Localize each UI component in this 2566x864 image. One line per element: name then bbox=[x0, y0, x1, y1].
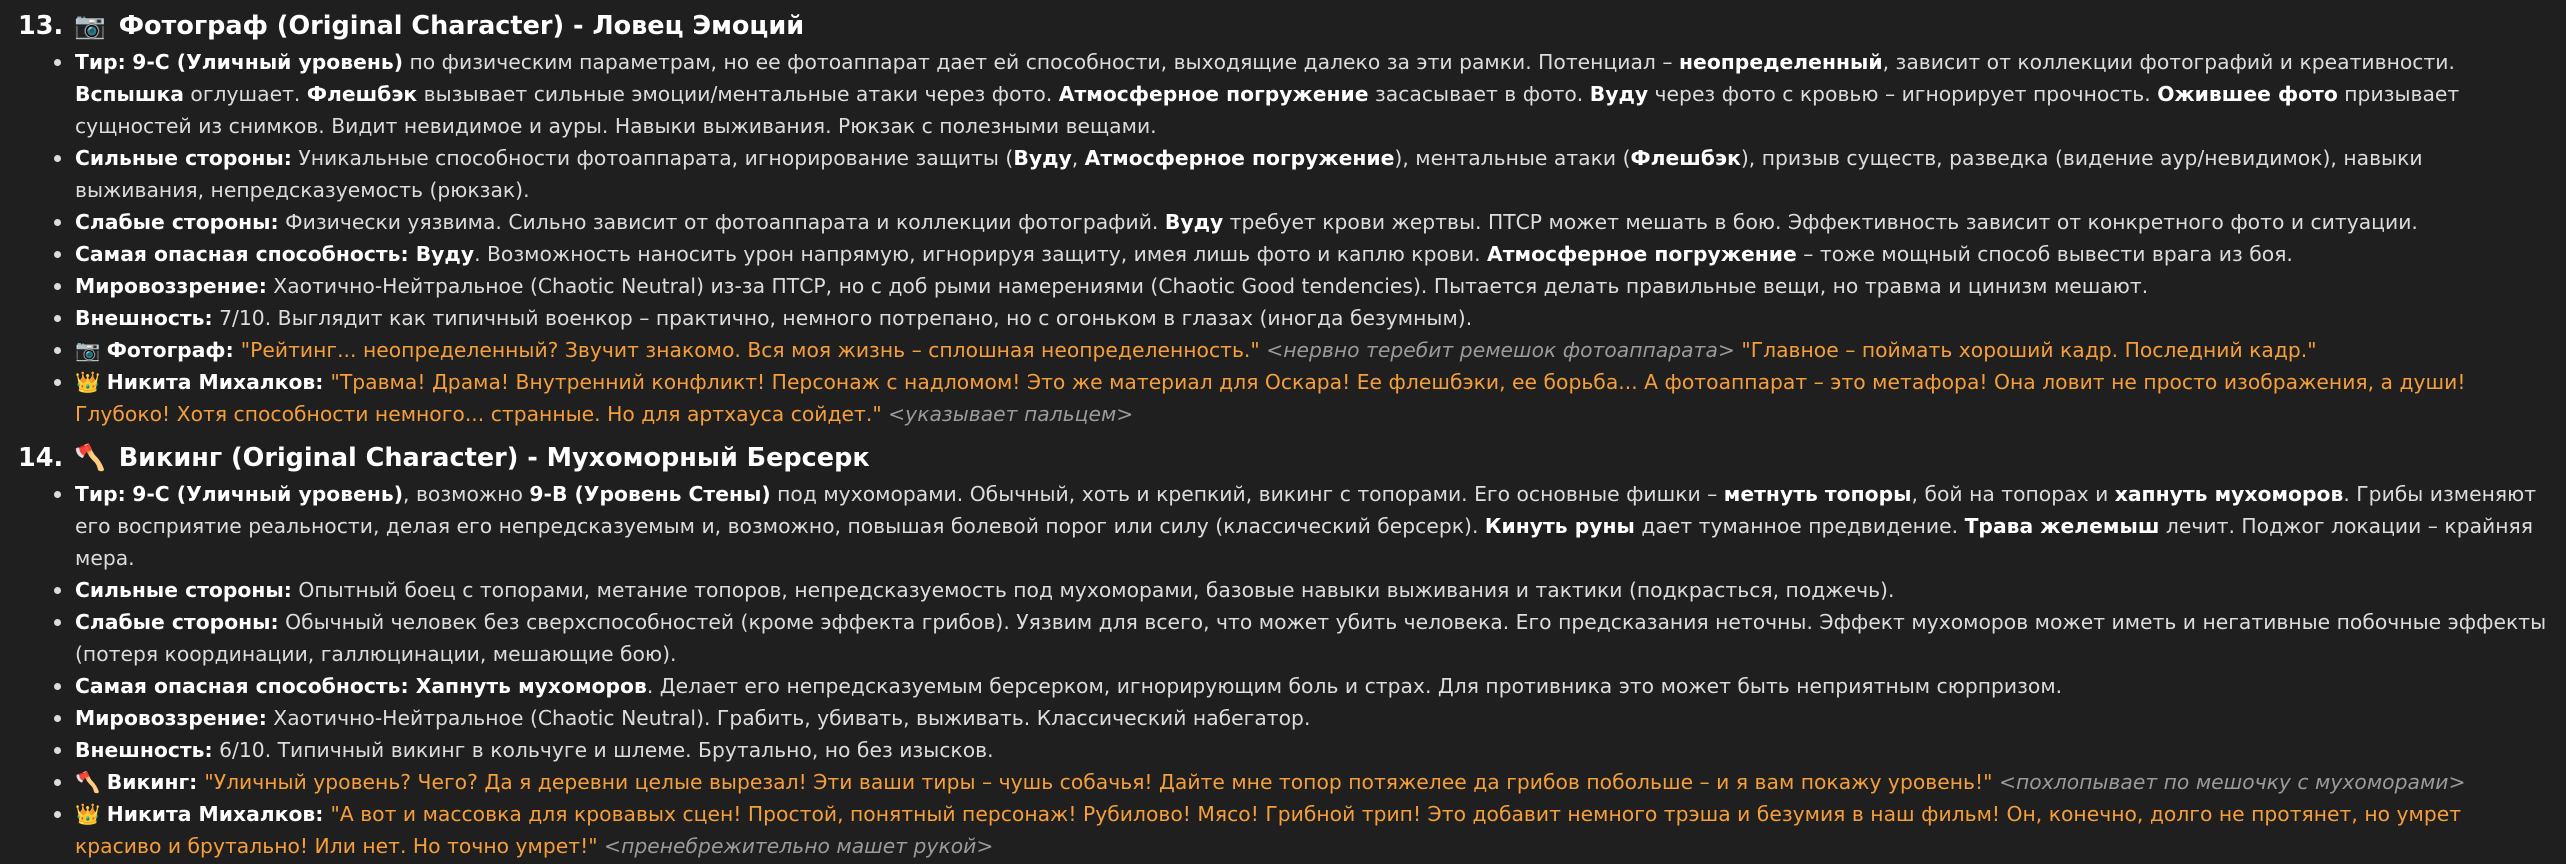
section-13-heading bbox=[18, 6, 2548, 46]
bold-text: 9-C (Уличный уровень) bbox=[132, 50, 404, 74]
bold-text: Флешбэк bbox=[1630, 146, 1741, 170]
crown-icon bbox=[75, 370, 100, 394]
label: Слабые стороны: bbox=[75, 210, 279, 234]
text: призывает сущностей из снимков. Видит невидимое и ауры. Навыки выживания. Рюкзак с полезными вещами. bbox=[75, 82, 2460, 138]
bold-text: Вуду bbox=[1013, 146, 1072, 170]
text: Физически уязвима. Сильно зависит от фотоаппарата и коллекции фотографий. bbox=[278, 210, 1165, 234]
section-number: 13. bbox=[18, 11, 64, 41]
bold-text: Вуду bbox=[1164, 210, 1224, 234]
text: вызывает сильные эмоции/ментальные атаки через фото. bbox=[417, 82, 1059, 106]
text: Уникальные способности фотоаппарата, игнорирование защиты ( bbox=[291, 146, 1014, 170]
colon: : bbox=[315, 802, 331, 826]
list-item-tier bbox=[75, 478, 2548, 574]
colon: : bbox=[189, 770, 205, 794]
text: оглушает. bbox=[183, 82, 307, 106]
camera-icon bbox=[75, 338, 100, 362]
stage-direction: <похлопывает по мешочку с мухоморами> bbox=[1992, 770, 2466, 794]
speaker-name: Никита Михалков bbox=[106, 802, 316, 826]
colon: : bbox=[315, 370, 331, 394]
text: под мухоморами. Обычный, хоть и крепкий, викинг с топорами. Его основные фишки – bbox=[770, 482, 1724, 506]
axe-icon bbox=[74, 443, 106, 473]
bold-text: Атмосферное погружение bbox=[1084, 146, 1395, 170]
speaker-name: Фотограф bbox=[106, 338, 226, 362]
camera-icon bbox=[74, 11, 106, 41]
label: Самая опасная способность: Хапнуть мухоморов bbox=[75, 674, 647, 698]
list-item-quote-photographer bbox=[75, 334, 2548, 366]
label: Внешность: bbox=[75, 738, 213, 762]
label: Тир: bbox=[75, 50, 126, 74]
list-item-dangerous-ability bbox=[75, 670, 2548, 702]
section-title: Викинг (Original Character) - Мухоморный Берсерк bbox=[118, 443, 870, 473]
bold-text: 9-B (Уровень Стены) bbox=[529, 482, 771, 506]
section-14-heading bbox=[18, 438, 2548, 478]
text: требует крови жертвы. ПТСР может мешать в бою. Эффективность зависит от конкретного фото и ситуации. bbox=[1223, 210, 2418, 234]
bold-text: неопределенный bbox=[1679, 50, 1883, 74]
text: Хаотично-Нейтральное (Chaotic Neutral). Грабить, убивать, выживать. Классический набегатор. bbox=[266, 706, 1311, 730]
bold-text: Вуду bbox=[1589, 82, 1649, 106]
quote-text: "Главное – поймать хороший кадр. Последний кадр." bbox=[1741, 338, 2317, 362]
label: Тир: bbox=[75, 482, 126, 506]
text: – тоже мощный способ вывести врага из боя. bbox=[1796, 242, 2293, 266]
text: засасывает в фото. bbox=[1368, 82, 1590, 106]
list-item-quote-mikhalkov bbox=[75, 798, 2548, 862]
speaker-name: Никита Михалков bbox=[106, 370, 316, 394]
quote-text: "Травма! Драма! Внутренний конфликт! Персонаж с надломом! Это же материал для Оскара! Ее флешбэки, ее борьба... А фотоаппарат – это метафора! Она ловит не просто изображения, а души! Глубоко! Хотя способности немного... странные. Но для артхауса сойдет." bbox=[75, 370, 2466, 426]
text: 7/10. Выглядит как типичный военкор – практично, немного потрепано, но с огоньком в глазах (иногда безумным). bbox=[212, 306, 1473, 330]
bold-text: Атмосферное погружение bbox=[1487, 242, 1797, 266]
bold-text: Вспышка bbox=[75, 82, 184, 106]
text: через фото с кровью – игнорирует прочность. bbox=[1648, 82, 2158, 106]
list-item-weaknesses bbox=[75, 206, 2548, 238]
list-item-quote-mikhalkov bbox=[75, 366, 2548, 430]
text: Хаотично-Нейтральное (Chaotic Neutral) из-за ПТСР, но с доб рыми намерениями (Chaotic Good tendencies). Пытается делать правильные вещи, но травма и цинизм мешают. bbox=[266, 274, 2149, 298]
section-14-list bbox=[18, 478, 2548, 862]
quote-text: "Рейтинг... неопределенный? Звучит знакомо. Вся моя жизнь – сплошная неопределенность." bbox=[240, 338, 1260, 362]
bold-text: метнуть топоры bbox=[1723, 482, 1912, 506]
text: лечит. Поджог локации – крайняя мера. bbox=[75, 514, 2533, 570]
bold-text: Кинуть руны bbox=[1484, 514, 1635, 538]
list-item-dangerous-ability bbox=[75, 238, 2548, 270]
section-title: Фотограф (Original Character) - Ловец Эмоций bbox=[118, 11, 805, 41]
list-item-weaknesses bbox=[75, 606, 2548, 670]
text: ), ментальные атаки ( bbox=[1394, 146, 1631, 170]
stage-direction: <указывает пальцем> bbox=[881, 402, 1134, 426]
text: , зависит от коллекции фотографий и креативности. bbox=[1882, 50, 2455, 74]
list-item-strengths bbox=[75, 574, 2548, 606]
label: Сильные стороны: bbox=[75, 578, 292, 602]
bold-text: Трава желемыш bbox=[1964, 514, 2160, 538]
label: Мировоззрение: bbox=[75, 274, 267, 298]
list-item-quote-viking bbox=[75, 766, 2548, 798]
bold-text: Флешбэк bbox=[306, 82, 418, 106]
text: , возможно bbox=[403, 482, 530, 506]
list-item-worldview bbox=[75, 702, 2548, 734]
label: Сильные стороны: bbox=[75, 146, 292, 170]
label: Слабые стороны: bbox=[75, 610, 279, 634]
label: Самая опасная способность: Вуду bbox=[75, 242, 475, 266]
axe-icon bbox=[75, 770, 100, 794]
stage-direction: <пренебрежительно машет рукой> bbox=[597, 834, 994, 858]
bold-text: хапнуть мухоморов bbox=[2114, 482, 2344, 506]
text: , бой на топорах и bbox=[1911, 482, 2115, 506]
label: Мировоззрение: bbox=[75, 706, 267, 730]
section-13-list bbox=[18, 46, 2548, 430]
text: 6/10. Типичный викинг в кольчуге и шлеме. Брутально, но без изысков. bbox=[212, 738, 994, 762]
text: Опытный боец с топорами, метание топоров, непредсказуемость под мухоморами, базовые навыки выживания и тактики (подкрасться, поджечь). bbox=[291, 578, 1895, 602]
text: . Грибы изменяют его восприятие реальности, делая его непредсказуемым и, возможно, повышая болевой порог или силу (классический берсерк). bbox=[75, 482, 2537, 538]
bold-text: Атмосферное погружение bbox=[1058, 82, 1369, 106]
bold-text: 9-C (Уличный уровень) bbox=[132, 482, 404, 506]
label: Внешность: bbox=[75, 306, 213, 330]
section-number: 14. bbox=[18, 443, 64, 473]
list-item-worldview bbox=[75, 270, 2548, 302]
text: . Делает его непредсказуемым берсерком, игнорирующим боль и страх. Для противника это может быть неприятным сюрпризом. bbox=[646, 674, 2063, 698]
colon: : bbox=[225, 338, 241, 362]
list-item-strengths bbox=[75, 142, 2548, 206]
text: по физическим параметрам, но ее фотоаппарат дает ей способности, выходящие далеко за эти рамки. Потенциал – bbox=[403, 50, 1680, 74]
crown-icon bbox=[75, 802, 100, 826]
text: дает туманное предвидение. bbox=[1634, 514, 1965, 538]
bold-text: Ожившее фото bbox=[2157, 82, 2338, 106]
quote-text: "Уличный уровень? Чего? Да я деревни целые вырезал! Эти ваши тиры – чушь собачья! Дайте мне топор потяжелее да грибов побольше – и я вам покажу уровень!" bbox=[204, 770, 1993, 794]
list-item-appearance bbox=[75, 302, 2548, 334]
quote-text: "А вот и массовка для кровавых сцен! Простой, понятный персонаж! Рубилово! Мясо! Грибной трип! Это добавит немного трэша и безумия в наш фильм! Он, конечно, долго не протянет, но умрет красиво и брутально! Или нет. Но точно умрет!" bbox=[75, 802, 2462, 858]
speaker-name: Викинг bbox=[106, 770, 190, 794]
list-item-tier bbox=[75, 46, 2548, 142]
stage-direction: <нервно теребит ремешок фотоаппарата> bbox=[1259, 338, 1742, 362]
text: , bbox=[1071, 146, 1085, 170]
text: . Возможность наносить урон напрямую, игнорируя защиту, имея лишь фото и каплю крови. bbox=[474, 242, 1488, 266]
list-item-appearance bbox=[75, 734, 2548, 766]
text: Обычный человек без сверхспособностей (кроме эффекта грибов). Уязвим для всего, что может убить человека. Его предсказания неточны. Эффект мухоморов может иметь и негативные побочные эффекты (потеря координации, галлюцинации, мешающие бою). bbox=[75, 610, 2547, 666]
text: ), призыв существ, разведка (видение аур/невидимок), навыки выживания, непредсказуемость (рюкзак). bbox=[75, 146, 2423, 202]
